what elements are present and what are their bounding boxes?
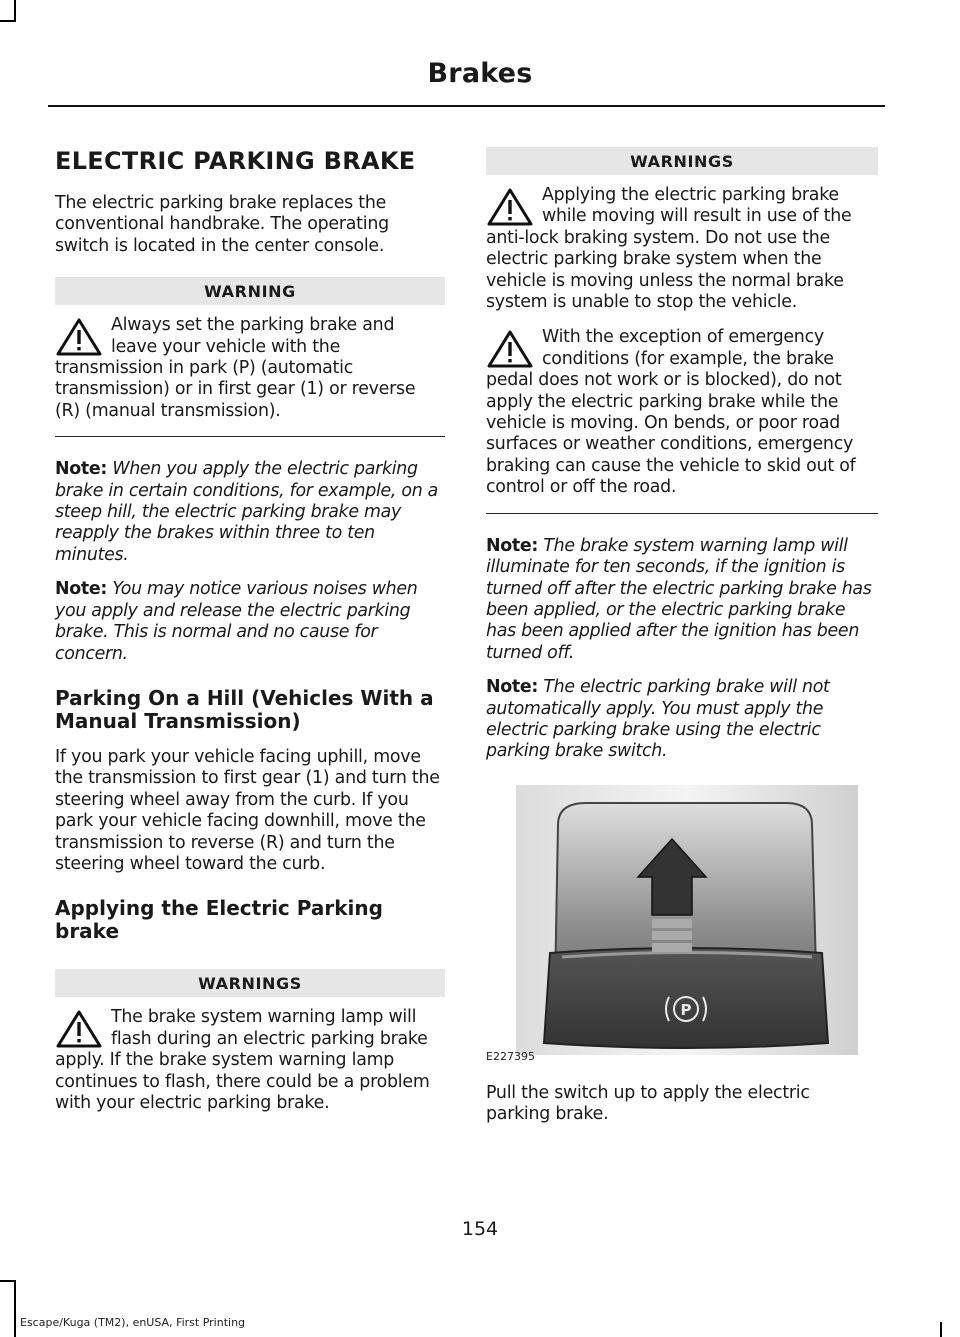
note [55, 459, 445, 566]
warning-triangle-icon [486, 187, 534, 227]
warning-heading: WARNING [55, 277, 445, 305]
page-number: 154 [461, 1218, 499, 1240]
edition-footer: Escape/Kuga (TM2), enUSA, First Printing [20, 1316, 246, 1329]
note [486, 677, 878, 763]
warnings-heading: WARNINGS [55, 969, 445, 997]
subsection-title-hill: Parking On a Hill (Vehicles With a Manual Transmission) [55, 685, 434, 733]
warning-rule [486, 513, 878, 514]
warning-text: With the exception of emergency conditions (for example, the brake pedal does not work or is blocked), do not apply the electric parking brake while the vehicle is moving. On bends, or poor road surfaces or weather conditions, emergency braking can cause the vehicle to skid out of control or off the road. [486, 327, 856, 498]
page-header-title: Brakes [427, 58, 533, 89]
warning-triangle-icon [486, 329, 534, 369]
note-label: Note: [486, 535, 539, 556]
note-text: When you apply the electric parking brake in certain conditions, for example, on a steep hill, the electric parking brake may reapply the brakes within three to ten minutes. [55, 459, 439, 565]
crop-mark [0, 1280, 16, 1282]
warnings-heading: WARNINGS [486, 147, 878, 175]
warning-item [55, 315, 445, 422]
warning-item [486, 327, 878, 498]
warning-rule [55, 436, 445, 437]
note [486, 536, 878, 664]
note-text: The brake system warning lamp will illuminate for ten seconds, if the ignition is turned off after the electric parking brake has been applied, or the electric parking brake has been applied after the ignition has been turned off. [486, 535, 872, 663]
intro-paragraph: The electric parking brake replaces the conventional handbrake. The operating switch is located in the center console. [55, 193, 389, 256]
warning-item [486, 185, 878, 313]
parking-brake-switch-figure [486, 785, 858, 1063]
crop-mark [940, 1322, 942, 1337]
warning-text: The brake system warning lamp will flash during an electric parking brake apply. If the brake system warning lamp continues to flash, there could be a problem with your electric parking brake. [55, 1007, 430, 1113]
header-rule [48, 105, 885, 107]
crop-mark [14, 0, 16, 20]
section-title: ELECTRIC PARKING BRAKE [55, 147, 416, 175]
right-column [486, 147, 878, 1140]
hill-paragraph: If you park your vehicle facing uphill, move the transmission to first gear (1) and turn the steering wheel away from the curb. If you park your vehicle facing downhill, move the transmission to reverse (R) and turn the steering wheel toward the curb. [55, 746, 440, 874]
warning-text: Always set the parking brake and leave your vehicle with the transmission in park (P) (automatic transmission) or in first gear (1) or reverse (R) (manual transmission). [55, 315, 416, 421]
figure-caption: Pull the switch up to apply the electric parking brake. [486, 1082, 810, 1125]
crop-mark [14, 1280, 16, 1337]
warning-triangle-icon [55, 1009, 103, 1049]
note-label: Note: [55, 459, 108, 480]
subsection-title-apply: Applying the Electric Parking brake [55, 896, 383, 944]
parking-brake-switch-illustration [486, 785, 858, 1063]
left-column [55, 147, 445, 1128]
crop-mark [0, 20, 16, 22]
note-label: Note: [486, 677, 539, 698]
note [55, 579, 445, 665]
warning-text: Applying the electric parking brake while moving will result in use of the anti-lock braking system. Do not use the electric parking brake system when the vehicle is moving unless the normal brake system is unable to stop the vehicle. [486, 185, 852, 313]
note-label: Note: [55, 579, 108, 600]
note-text: You may notice various noises when you apply and release the electric parking brake. This is normal and no cause for concern. [55, 579, 418, 664]
figure-reference: E227395 [486, 1049, 535, 1063]
warning-triangle-icon [55, 317, 103, 357]
warning-item [55, 1007, 445, 1114]
note-text: The electric parking brake will not automatically apply. You must apply the electric parking brake using the electric parking brake switch. [486, 677, 830, 762]
svg-text:P: P [680, 1000, 692, 1019]
